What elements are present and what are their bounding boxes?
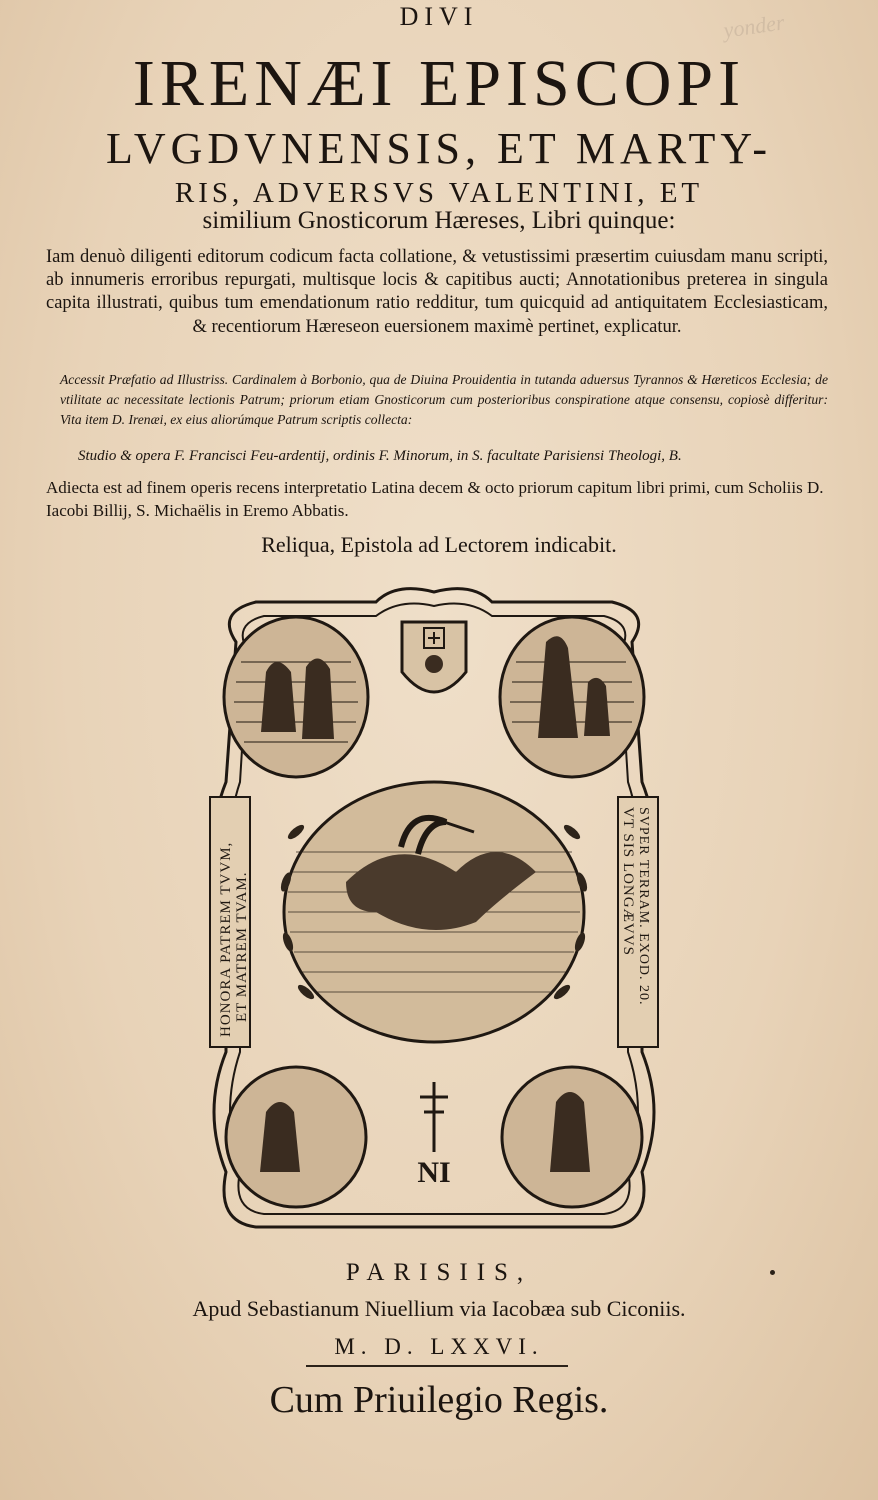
imprint-year: M. D. LXXVI. bbox=[334, 1334, 544, 1359]
svg-text:NI: NI bbox=[417, 1156, 451, 1189]
title-lugdunensis: LVGDVNENSIS, ET MARTY- bbox=[106, 124, 772, 173]
left-motto-2: ET MATREM TVAM. bbox=[234, 871, 250, 1022]
imprint-privilege: Cum Priuilegio Regis. bbox=[269, 1379, 609, 1421]
handwritten-annotation: yonder bbox=[721, 9, 786, 43]
right-motto-2: SVPER TERRAM. EXOD. 20. bbox=[636, 807, 651, 1006]
adiecta-paragraph: Adiecta est ad finem operis recens interpretatio Latina decem & octo priorum capitum libri primi, cum Scholiis D. Iacobi Billij, S. Michaëlis in Eremo Abbatis. bbox=[46, 478, 824, 520]
title-adversus: RIS, ADVERSVS VALENTINI, ET bbox=[174, 177, 704, 209]
title-similium: similium Gnosticorum Hæreses, Libri quinque: bbox=[202, 207, 676, 234]
title-divi: DIVI bbox=[399, 2, 479, 31]
accessit-paragraph: Accessit Præfatio ad Illustriss. Cardinalem à Borbonio, qua de Diuina Prouidentia in tutanda aduersus Tyrannos & Hæreticos Ecclesia; de vtilitate ac necessitate lectionis Patrum; priorum etiam Gnosticorum cum posterioribus conspiratione atque consensu, copiosè differitur: Vita item D. Irenæi, ex eius aliorúmque Patrum scriptis collecta: bbox=[60, 372, 828, 427]
imprint-printer: Apud Sebastianum Niuellium via Iacobæa sub Ciconiis. bbox=[192, 1296, 686, 1321]
imprint-city: PARISIIS, bbox=[345, 1259, 533, 1286]
ink-dot bbox=[770, 1270, 775, 1275]
studio-line: Studio & opera F. Francisci Feu-ardentij, ordinis F. Minorum, in S. facultate Parisiensi Theologi, B. bbox=[78, 448, 682, 464]
title-irenaei-episcopi: IRENÆI EPISCOPI bbox=[132, 47, 746, 120]
left-motto-1: HONORA PATREM TVVM, bbox=[218, 841, 234, 1037]
printers-device-woodcut bbox=[196, 582, 672, 1242]
right-motto-1: VT SIS LONGÆVVS bbox=[620, 807, 636, 956]
reliqua-line: Reliqua, Epistola ad Lectorem indicabit. bbox=[261, 532, 617, 557]
imprint-rule bbox=[306, 1365, 568, 1367]
description-paragraph: Iam denuò diligenti editorum codicum facta collatione, & vetustissimi præsertim cuiusdam manu scripti, ab innumeris erroribus repurgati, multisque locis & capitibus aucti; Annotationibus preterea in singula capita illustrati, quibus tum emendationum ratio redditur, tum quicquid ad antiquitatem Ecclesiasticam, & recentiorum Hæreseon euersionem maximè pertinet, explicatur. bbox=[46, 247, 828, 337]
